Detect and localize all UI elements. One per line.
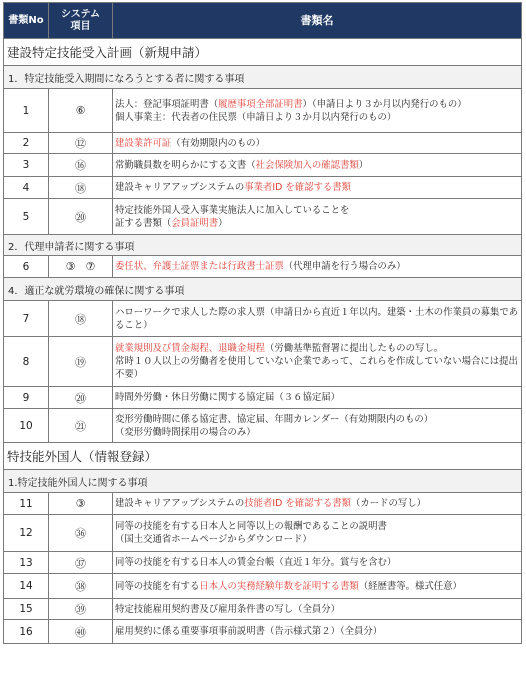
system-item (49, 409, 113, 443)
group-title: 特技能外国人（情報登録） (4, 443, 522, 470)
table-row (4, 515, 522, 552)
description-text: 建設キャリアアップシステムの (115, 182, 245, 193)
table-row (4, 337, 522, 387)
highlighted-text: 就業規則及び賃金規程、退職金規程 (115, 343, 266, 354)
system-item-marker: ⑳ (75, 210, 86, 224)
document-description (113, 409, 522, 443)
section-heading: 1．特定技能受入期間になろうとする者に関する事項 (4, 66, 522, 89)
description-line (115, 556, 519, 569)
highlighted-text: 建設業許可証 (115, 137, 172, 149)
row-number: 9 (4, 387, 49, 409)
section-heading: 4．適正な就労環境の確保に関する事項 (4, 278, 522, 301)
description-text: 証する書類（ (115, 217, 172, 229)
system-item (49, 301, 113, 337)
system-item-marker: ⑳ (75, 391, 86, 405)
document-description (113, 133, 522, 154)
document-description (113, 552, 522, 574)
system-item (49, 552, 113, 574)
table-row (4, 199, 522, 235)
description-line (115, 580, 519, 593)
description-line (115, 355, 519, 381)
highlighted-text: 事業者ID を確認する書類 (244, 182, 351, 193)
system-item-marker: ㉑ (75, 419, 86, 433)
description-text: 建設キャリアアップシステムの (115, 498, 245, 509)
system-item-marker: ㊲ (75, 556, 86, 570)
document-description (113, 301, 522, 337)
row-number: 10 (4, 409, 49, 443)
document-description (113, 199, 522, 235)
description-text: （経歴書等。様式任意） (358, 580, 462, 592)
document-description (113, 515, 522, 552)
row-number: 7 (4, 301, 49, 337)
highlighted-text: 履歴事項全部証明書 (218, 98, 303, 110)
section-heading-row (4, 470, 522, 493)
description-text: 時間外労働・休日労働に関する協定届（３６協定届） (115, 392, 341, 403)
description-line (115, 137, 519, 150)
description-text: 個人事業主：代表者の住民票（申請日より３か月以内発行のもの） (115, 111, 397, 123)
description-text: 法人：登記事項証明書（ (115, 98, 219, 110)
system-item (49, 154, 113, 177)
description-text: 常時１０人以上の労働者を使用していない企業であって、これらを作成していない場合には提出不要） (115, 356, 518, 380)
highlighted-text: 委任状、弁護士証票または行政書士証票 (115, 261, 284, 272)
system-item (49, 337, 113, 387)
description-line (115, 181, 519, 194)
description-text: 同等の技能を有する (115, 580, 200, 592)
description-text: ） (218, 217, 228, 229)
highlighted-text: 技能者ID を確認する書類 (244, 498, 351, 509)
table-row (4, 301, 522, 337)
document-description (113, 177, 522, 199)
description-line (115, 497, 519, 510)
description-line (115, 342, 519, 355)
table-body (4, 39, 522, 644)
row-number: 12 (4, 515, 49, 552)
description-text: （変形労働時間採用の場合のみ） (115, 426, 256, 438)
system-item (49, 387, 113, 409)
description-line (115, 159, 519, 172)
system-item (49, 199, 113, 235)
description-text: ハローワークで求人した際の求人票（申請日から直近１年以内。建築・土木の作業員の募集であること） (115, 306, 519, 331)
table-row (4, 409, 522, 443)
system-item-marker: ⑦ (85, 260, 96, 273)
row-number: 13 (4, 552, 49, 574)
system-item (49, 574, 113, 599)
system-item-marker: ⑱ (75, 312, 86, 326)
description-text: （カードの写し） (351, 498, 427, 509)
table-row (4, 599, 522, 620)
header-document-name: 書類名 (113, 3, 522, 39)
table-row (4, 493, 522, 515)
table-row (4, 256, 522, 278)
system-item (49, 599, 113, 620)
document-description (113, 154, 522, 177)
section-heading-row (4, 66, 522, 89)
row-number: 1 (4, 89, 49, 133)
highlighted-text: 会員証明書 (171, 217, 219, 229)
description-text: 特定技能雇用契約書及び雇用条件書の写し（全員分） (115, 603, 341, 615)
system-item (49, 515, 113, 552)
section-heading: 2．代理申請者に関する事項 (4, 235, 522, 256)
system-item-marker: ㊱ (75, 527, 86, 540)
description-line (115, 217, 519, 230)
description-text: ） (358, 159, 369, 171)
document-description (113, 620, 522, 644)
row-number: 14 (4, 574, 49, 599)
document-sheet (3, 2, 521, 644)
description-text: （国土交通省ホームページからダウンロード） (115, 534, 312, 545)
document-description (113, 387, 522, 409)
section-heading-row (4, 278, 522, 301)
system-item-marker: ⑱ (75, 181, 86, 195)
system-item-marker: ③ (65, 260, 76, 273)
table-row (4, 552, 522, 574)
description-line (115, 111, 519, 124)
system-item-marker: ⑯ (75, 159, 86, 172)
section-heading-row (4, 235, 522, 256)
row-number: 6 (4, 256, 49, 278)
description-line (115, 625, 519, 638)
row-number: 5 (4, 199, 49, 235)
group-title-row (4, 443, 522, 470)
table-row (4, 620, 522, 644)
document-description (113, 89, 522, 133)
table-row (4, 177, 522, 199)
description-line (115, 306, 519, 332)
group-title-row (4, 39, 522, 66)
system-item-marker: ⑲ (75, 355, 86, 369)
header-no: 書類No (4, 3, 49, 39)
system-item-marker: ㊳ (75, 580, 86, 593)
description-line (115, 520, 519, 533)
document-description (113, 574, 522, 599)
system-item (49, 133, 113, 154)
document-table (3, 2, 522, 644)
document-description (113, 599, 522, 620)
system-item-marker: ⑫ (75, 137, 86, 150)
document-description (113, 256, 522, 278)
description-text: 同等の技能を有する日本人の賃金台帳（直近１年分。賞与を含む） (115, 557, 397, 568)
description-line (115, 98, 519, 111)
system-item (49, 89, 113, 133)
description-text: 常勤職員数を明らかにする文書（ (115, 159, 256, 171)
system-item-marker: ㊴ (75, 603, 86, 616)
group-title: 建設特定技能受入計画（新規申請） (4, 39, 522, 66)
system-item (49, 177, 113, 199)
section-heading: 1.特定技能外国人に関する事項 (4, 470, 522, 493)
description-line (115, 204, 519, 217)
description-line (115, 391, 519, 404)
header-system-item: システム 項目 (49, 3, 113, 39)
description-text: （労働基準監督署に提出したものの写し。 (265, 343, 444, 354)
table-row (4, 387, 522, 409)
table-row (4, 574, 522, 599)
description-text: 雇用契約に係る重要事項事前説明書（告示様式第２）（全員分） (115, 626, 383, 637)
description-text: （代理申請を行う場合のみ） (283, 261, 406, 272)
row-number: 16 (4, 620, 49, 644)
system-item (49, 256, 113, 278)
system-item (49, 620, 113, 644)
system-item-marker: ㊵ (75, 625, 86, 639)
description-line (115, 426, 519, 439)
description-text: （有効期限内のもの） (171, 137, 266, 149)
description-line (115, 413, 519, 426)
row-number: 2 (4, 133, 49, 154)
table-row (4, 154, 522, 177)
document-description (113, 337, 522, 387)
document-description (113, 493, 522, 515)
highlighted-text: 日本人の実務経験年数を証明する書類 (199, 580, 359, 592)
description-text: ）（申請日より３か月以内発行のもの） (302, 98, 467, 110)
description-text: 特定技能外国人受入事業実施法人に加入していることを (115, 204, 350, 216)
highlighted-text: 社会保険加入の確認書類 (255, 159, 359, 171)
row-number: 15 (4, 599, 49, 620)
row-number: 8 (4, 337, 49, 387)
table-row (4, 89, 522, 133)
row-number: 11 (4, 493, 49, 515)
system-item-marker: ③ (75, 497, 86, 510)
description-text: 同等の技能を有する日本人と同等以上の報酬であることの説明書 (115, 521, 387, 532)
row-number: 4 (4, 177, 49, 199)
table-row (4, 133, 522, 154)
row-number: 3 (4, 154, 49, 177)
description-text: 変形労働時間に係る協定書、協定届、年間カレンダー（有効期限内のもの） (115, 413, 434, 425)
description-line (115, 603, 519, 616)
system-item-marker: ⑥ (75, 104, 86, 117)
description-line (115, 260, 519, 273)
description-line (115, 533, 519, 546)
system-item (49, 493, 113, 515)
